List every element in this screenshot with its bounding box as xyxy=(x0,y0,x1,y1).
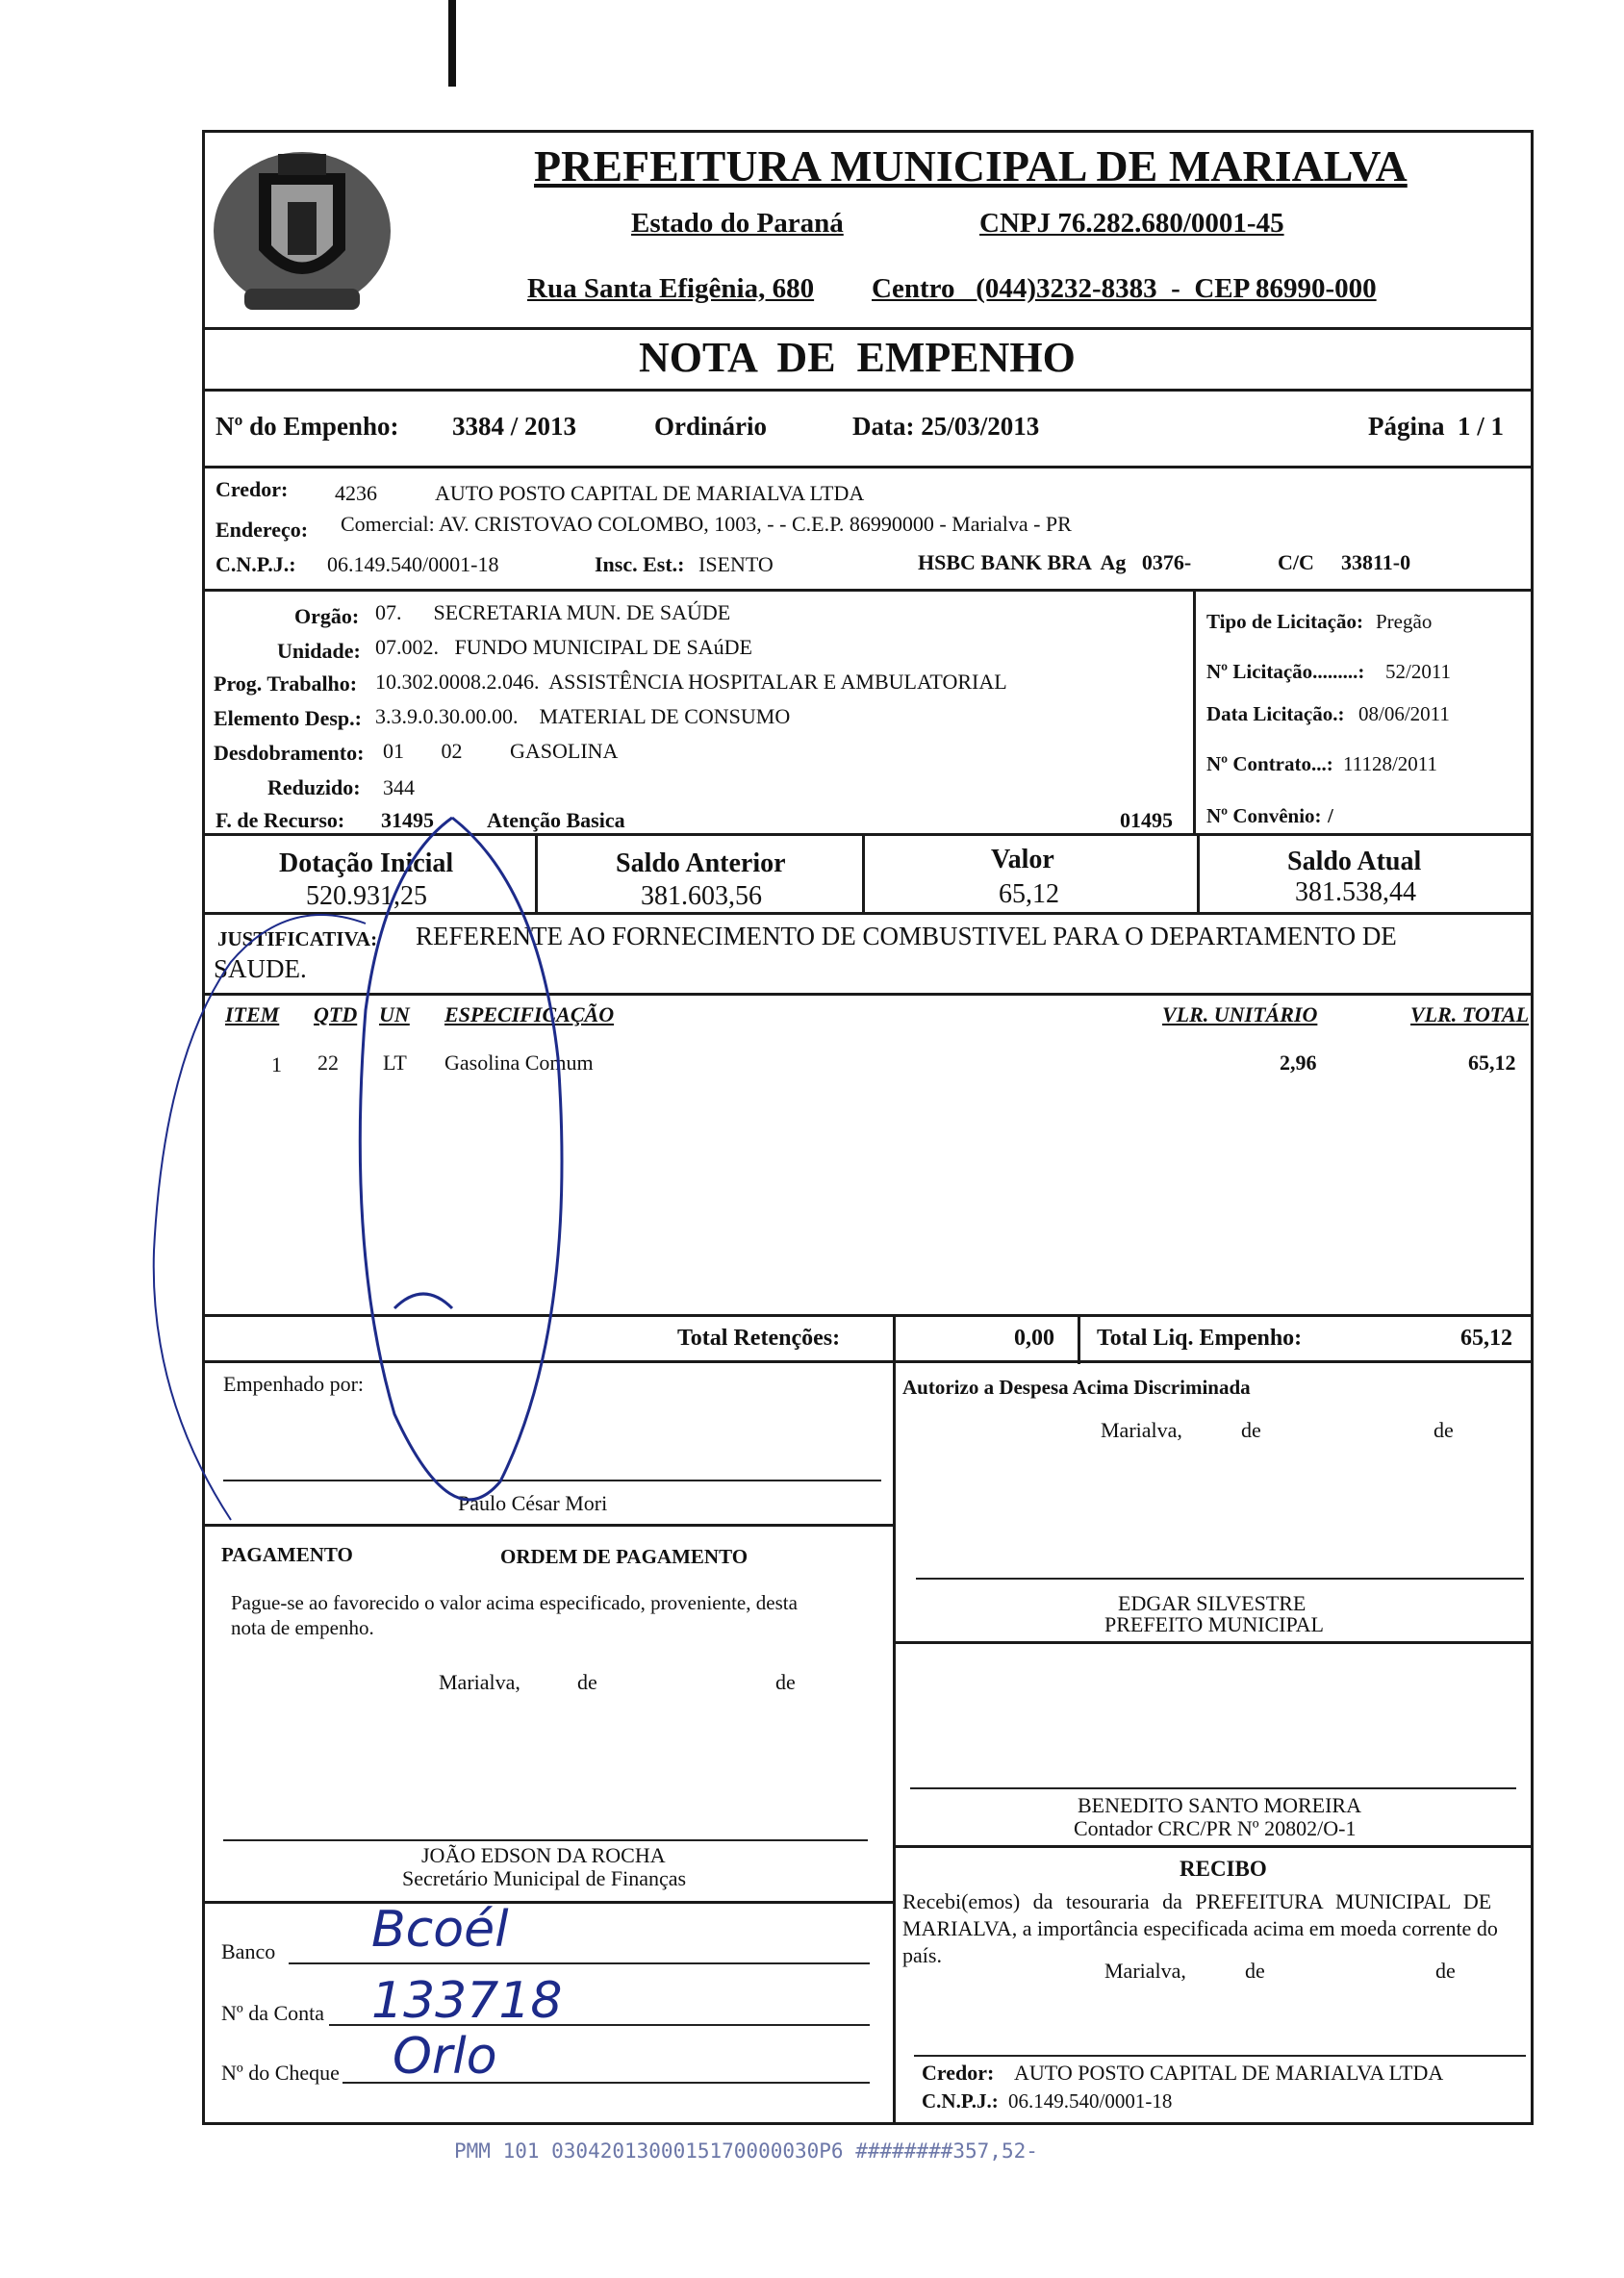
ordem-pagamento-label: ORDEM DE PAGAMENTO xyxy=(500,1545,749,1568)
pagamento-de1: de xyxy=(577,1670,597,1694)
col-header-vlr-unitario: VLR. UNITÁRIO xyxy=(1162,1002,1318,1026)
total-retencoes-label: Total Retenções: xyxy=(677,1326,841,1351)
item-cell-especificacao: Gasolina Comum xyxy=(444,1050,594,1075)
desd-value: 01 02 GASOLINA xyxy=(383,739,619,763)
fonte-code: 01495 xyxy=(1120,808,1173,832)
prog-value: 10.302.0008.2.046. ASSISTÊNCIA HOSPITALAR E AMBULATORIAL xyxy=(375,670,1007,694)
orgao-label: Orgão: xyxy=(294,604,360,628)
valor-label: Valor xyxy=(991,845,1054,874)
orgao-value: 07. SECRETARIA MUN. DE SAÚDE xyxy=(375,600,731,624)
saldo-anterior-value: 381.603,56 xyxy=(641,881,762,911)
cnpj-header: CNPJ 76.282.680/0001-45 xyxy=(979,208,1284,239)
page-number: Página 1 / 1 xyxy=(1368,412,1505,441)
empenhado-name: Paulo César Mori xyxy=(458,1491,608,1515)
recibo-line-2: MARIALVA, a importância especificada acima em moeda corrente do xyxy=(902,1916,1498,1940)
contrato-label: Nº Contrato...: xyxy=(1206,752,1333,775)
contador-role: Contador CRC/PR Nº 20802/O-1 xyxy=(1074,1816,1357,1840)
empenho-num-label: Nº do Empenho: xyxy=(216,412,399,441)
data-lic-label: Data Licitação.: xyxy=(1206,702,1345,725)
total-retencoes-value: 0,00 xyxy=(1014,1326,1054,1351)
pagamento-de2: de xyxy=(775,1670,796,1694)
recibo-cnpj-value: 06.149.540/0001-18 xyxy=(1008,2089,1173,2113)
convenio-label: Nº Convênio: xyxy=(1206,804,1322,827)
saldo-anterior-label: Saldo Anterior xyxy=(616,848,786,878)
elem-value: 3.3.9.0.30.00.00. MATERIAL DE CONSUMO xyxy=(375,704,791,728)
contador-name: BENEDITO SANTO MOREIRA xyxy=(1078,1793,1361,1817)
endereco-label: Endereço: xyxy=(216,518,309,542)
pagamento-text-2: nota de empenho. xyxy=(231,1616,374,1639)
conta-handwritten: 133718 xyxy=(371,1972,563,2030)
empenhado-label: Empenhado por: xyxy=(223,1372,365,1396)
cc-value: 33811-0 xyxy=(1341,550,1411,574)
bank-info: HSBC BANK BRA Ag 0376- xyxy=(918,550,1192,574)
empenho-num: 3384 / 2013 xyxy=(452,412,577,441)
fonte-value: 31495 xyxy=(381,808,434,832)
justificativa-line2: SAUDE. xyxy=(214,954,307,983)
insc-label: Insc. Est.: xyxy=(595,552,685,576)
credor-cnpj: 06.149.540/0001-18 xyxy=(327,552,499,576)
tipo-lic-label: Tipo de Licitação: xyxy=(1206,610,1363,633)
recibo-place: Marialva, xyxy=(1104,1959,1186,1983)
fonte-desc: Atenção Basica xyxy=(487,808,625,832)
autorizo-place: Marialva, xyxy=(1101,1418,1182,1442)
autorizo-de1: de xyxy=(1241,1418,1261,1442)
autorizo-label: Autorizo a Despesa Acima Discriminada xyxy=(902,1376,1251,1399)
elem-label: Elemento Desp.: xyxy=(214,706,362,730)
col-header-un: UN xyxy=(379,1002,410,1026)
recibo-de2: de xyxy=(1435,1959,1456,1983)
data-lic-value: 08/06/2011 xyxy=(1358,702,1450,725)
secretario-name: JOÃO EDSON DA ROCHA xyxy=(421,1843,666,1867)
prefeitura-title: PREFEITURA MUNICIPAL DE MARIALVA xyxy=(534,141,1408,190)
recibo-line-1: Recebi(emos) da tesouraria da PREFEITURA MUNICIPAL DE xyxy=(902,1889,1492,1913)
fonte-label: F. de Recurso: xyxy=(216,808,345,832)
col-header-vlr-total: VLR. TOTAL xyxy=(1410,1002,1530,1026)
doc-title: NOTA DE EMPENHO xyxy=(639,334,1076,381)
autorizo-de2: de xyxy=(1434,1418,1454,1442)
prefeito-name: EDGAR SILVESTRE xyxy=(1118,1591,1307,1615)
insc-value: ISENTO xyxy=(698,552,774,576)
empenho-tipo: Ordinário xyxy=(654,412,768,441)
item-cell-qtd: 22 xyxy=(317,1050,339,1075)
pagamento-place: Marialva, xyxy=(439,1670,520,1694)
desd-label: Desdobramento: xyxy=(214,741,365,765)
item-cell-item: 1 xyxy=(271,1052,282,1076)
item-cell-un: LT xyxy=(383,1050,407,1075)
prefeito-role: PREFEITO MUNICIPAL xyxy=(1104,1612,1324,1636)
saldo-atual-label: Saldo Atual xyxy=(1287,847,1422,876)
street-address: Rua Santa Efigênia, 680 xyxy=(527,273,815,304)
reduzido-label: Reduzido: xyxy=(267,775,361,799)
recibo-line-3: país. xyxy=(902,1943,942,1967)
state-label: Estado do Paraná xyxy=(631,208,844,239)
item-cell-vlr-total: 65,12 xyxy=(1468,1050,1516,1075)
col-header-especificacao: ESPECIFICAÇÃO xyxy=(444,1002,615,1026)
banco-handwritten: Bcoél xyxy=(371,1901,509,1959)
unidade-value: 07.002. FUNDO MUNICIPAL DE SAúDE xyxy=(375,635,752,659)
total-liq-value: 65,12 xyxy=(1460,1326,1512,1351)
recibo-credor-label: Credor: xyxy=(922,2061,995,2085)
banco-label: Banco xyxy=(221,1939,276,1963)
pagamento-label: PAGAMENTO xyxy=(221,1543,353,1566)
conta-label: Nº da Conta xyxy=(221,2001,325,2025)
valor-value: 65,12 xyxy=(999,879,1059,909)
empenho-data: Data: 25/03/2013 xyxy=(852,412,1040,441)
contrato-value: 11128/2011 xyxy=(1343,752,1437,775)
prog-label: Prog. Trabalho: xyxy=(214,671,358,696)
credor-label: Credor: xyxy=(216,477,289,501)
justificativa-label: JUSTIFICATIVA: xyxy=(217,927,378,950)
recibo-label: RECIBO xyxy=(1180,1857,1267,1881)
cc-label: C/C xyxy=(1278,550,1314,574)
endereco-value: Comercial: AV. CRISTOVAO COLOMBO, 1003, - - C.E.P. 86990000 - Marialva - PR xyxy=(341,512,1072,536)
footer-code: PMM 101 0304201300015170000030P6 ########357,52- xyxy=(454,2139,1038,2163)
credor-code: 4236 xyxy=(335,481,377,505)
col-header-item: ITEM xyxy=(225,1002,280,1026)
recibo-de1: de xyxy=(1245,1959,1265,1983)
unidade-label: Unidade: xyxy=(277,639,361,663)
tipo-lic-value: Pregão xyxy=(1376,610,1433,633)
cnpj-label: C.N.P.J.: xyxy=(216,552,296,576)
saldo-atual-value: 381.538,44 xyxy=(1295,877,1416,907)
address-rest: Centro (044)3232-8383 - CEP 86990-000 xyxy=(872,273,1377,304)
num-lic-value: 52/2011 xyxy=(1385,660,1452,683)
credor-name: AUTO POSTO CAPITAL DE MARIALVA LTDA xyxy=(435,481,865,505)
dotacao-label: Dotação Inicial xyxy=(279,848,454,878)
cheque-label: Nº do Cheque xyxy=(221,2061,340,2085)
recibo-credor-name: AUTO POSTO CAPITAL DE MARIALVA LTDA xyxy=(1014,2061,1444,2085)
scan-mark xyxy=(448,0,456,87)
secretario-role: Secretário Municipal de Finanças xyxy=(402,1866,687,1890)
reduzido-value: 344 xyxy=(383,775,415,799)
dotacao-value: 520.931,25 xyxy=(306,881,427,911)
justificativa-line1: REFERENTE AO FORNECIMENTO DE COMBUSTIVEL PARA O DEPARTAMENTO DE xyxy=(416,922,1397,950)
num-lic-label: Nº Licitação.........: xyxy=(1206,660,1365,683)
cheque-handwritten: Orlo xyxy=(393,2028,497,2086)
convenio-value: / xyxy=(1328,804,1333,827)
item-cell-vlr-unitario: 2,96 xyxy=(1280,1050,1317,1075)
total-liq-label: Total Liq. Empenho: xyxy=(1097,1326,1303,1351)
recibo-cnpj-label: C.N.P.J.: xyxy=(922,2089,999,2113)
col-header-qtd: QTD xyxy=(314,1002,358,1026)
pagamento-text-1: Pague-se ao favorecido o valor acima especificado, proveniente, desta xyxy=(231,1591,798,1614)
